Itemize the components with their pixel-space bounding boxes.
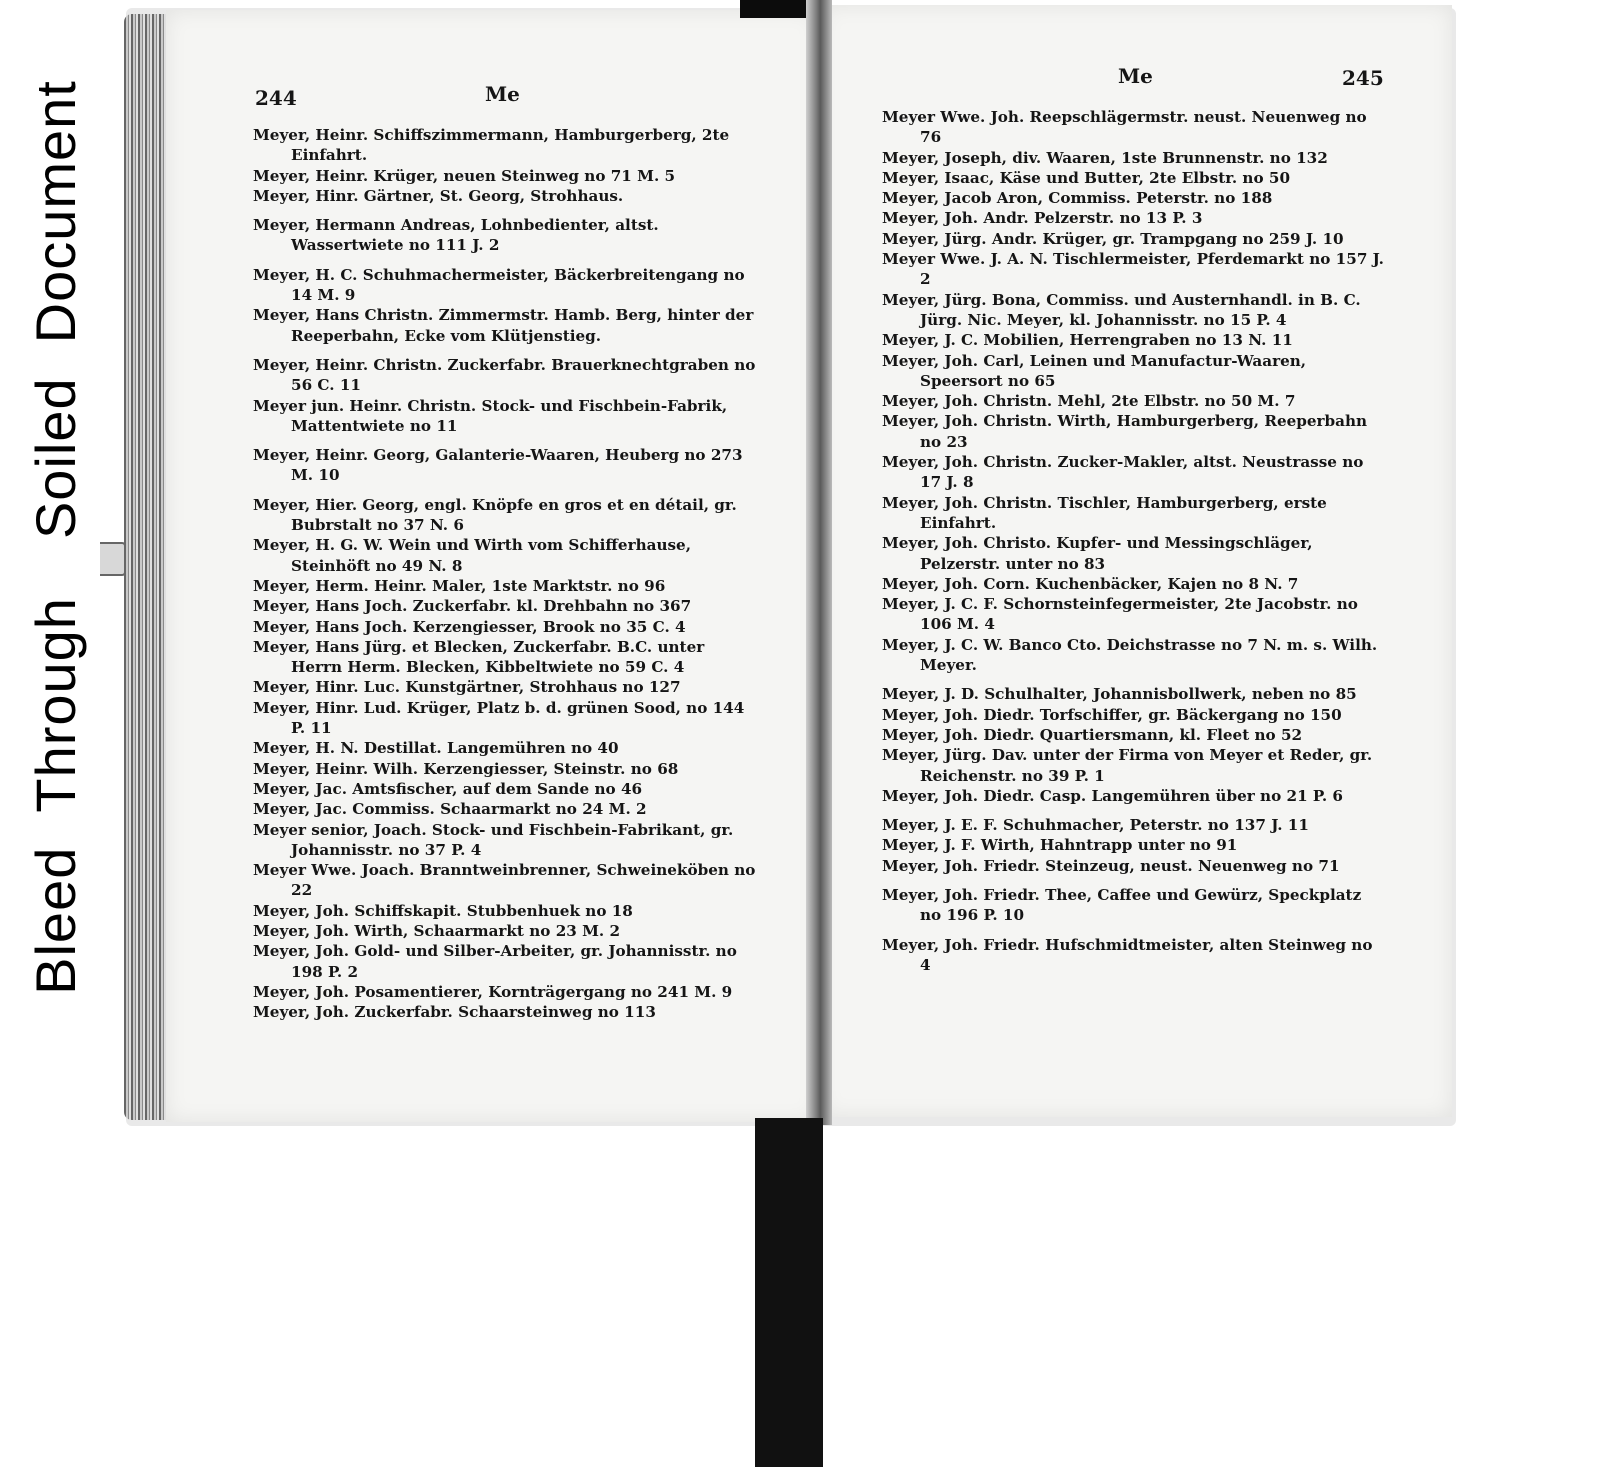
directory-entry: Meyer, Hinr. Lud. Krüger, Platz b. d. grünen Sood, no 144 P. 11 bbox=[253, 698, 745, 738]
directory-entry: Meyer, Joh. Wirth, Schaarmarkt no 23 M. 2 bbox=[253, 921, 621, 940]
directory-entry: Meyer, H. G. W. Wein und Wirth vom Schifferhause, Steinhöft no 49 N. 8 bbox=[253, 536, 691, 575]
left-page-number: 244 bbox=[255, 86, 297, 110]
directory-entry: Meyer, Joh. Christn. Mehl, 2te Elbstr. no 50 M. 7 bbox=[882, 392, 1296, 411]
binding-clip bbox=[100, 542, 126, 576]
directory-entry: Meyer, J. F. Wirth, Hahntrapp unter no 91 bbox=[882, 836, 1238, 855]
ribbon-bookmark-top bbox=[740, 0, 806, 18]
left-running-head: Me bbox=[485, 82, 520, 106]
directory-entry: Meyer, Joh. Diedr. Casp. Langemühren über no 21 P. 6 bbox=[882, 786, 1343, 805]
directory-entry: Meyer, Joh. Christn. Tischler, Hamburgerberg, erste Einfahrt. bbox=[882, 493, 1327, 532]
watermark-word-1: Bleed bbox=[23, 846, 87, 995]
directory-entry: Meyer, Joh. Corn. Kuchenbäcker, Kajen no 8 N. 7 bbox=[882, 574, 1299, 593]
watermark-label bbox=[24, 37, 86, 1037]
directory-entry: Meyer, Hans Christn. Zimmermstr. Hamb. Berg, hinter der Reeperbahn, Ecke vom Klütjenstieg. bbox=[253, 306, 754, 345]
directory-entry: Meyer, Hans Jürg. et Blecken, Zuckerfabr. B.C. unter Herrn Herm. Blecken, Kibbeltwiete no 59 C. 4 bbox=[253, 637, 705, 677]
directory-entry: Meyer, Heinr. Schiffszimmermann, Hamburgerberg, 2te Einfahrt. bbox=[253, 126, 730, 165]
directory-entry: Meyer, Joh. Carl, Leinen und Manufactur-Waaren, Speersort no 65 bbox=[882, 351, 1307, 390]
directory-entry: Meyer, Heinr. Christn. Zuckerfabr. Brauerknechtgraben no 56 C. 11 bbox=[253, 355, 756, 395]
directory-entry: Meyer, Joh. Gold- und Silber-Arbeiter, gr. Johannisstr. no 198 P. 2 bbox=[253, 942, 737, 981]
directory-entry: Meyer, Joh. Andr. Pelzerstr. no 13 P. 3 bbox=[882, 209, 1203, 228]
directory-entry: Meyer senior, Joach. Stock- und Fischbein-Fabrikant, gr. Johannisstr. no 37 P. 4 bbox=[253, 820, 734, 859]
directory-entry: Meyer, Joseph, div. Waaren, 1ste Brunnenstr. no 132 bbox=[882, 148, 1328, 167]
directory-entry: Meyer, Hinr. Luc. Kunstgärtner, Strohhaus no 127 bbox=[253, 678, 681, 697]
directory-entry: Meyer, Joh. Diedr. Quartiersmann, kl. Fleet no 52 bbox=[882, 725, 1303, 744]
directory-entry: Meyer Wwe. Joach. Branntweinbrenner, Schweineköben no 22 bbox=[253, 861, 756, 900]
directory-entry: Meyer, J. E. F. Schuhmacher, Peterstr. no 137 J. 11 bbox=[882, 816, 1309, 835]
directory-entry: Meyer, Joh. Schiffskapit. Stubbenhuek no 18 bbox=[253, 901, 633, 920]
directory-entry: Meyer, J. D. Schulhalter, Johannisbollwerk, neben no 85 bbox=[882, 685, 1357, 704]
directory-entry: Meyer, H. C. Schuhmachermeister, Bäckerbreitengang no 14 M. 9 bbox=[253, 265, 745, 305]
watermark-word-3: Soiled bbox=[23, 376, 87, 539]
right-entry-list bbox=[882, 107, 1387, 975]
directory-entry: Meyer, Heinr. Georg, Galanterie-Waaren, Heuberg no 273 M. 10 bbox=[253, 446, 743, 485]
directory-entry: Meyer, H. N. Destillat. Langemühren no 40 bbox=[253, 739, 619, 758]
directory-entry: Meyer, Joh. Diedr. Torfschiffer, gr. Bäckergang no 150 bbox=[882, 705, 1342, 724]
watermark-word-2: Through bbox=[23, 596, 87, 813]
directory-entry: Meyer jun. Heinr. Christn. Stock- und Fischbein-Fabrik, Mattentwiete no 11 bbox=[253, 396, 728, 435]
directory-entry: Meyer, Hans Joch. Kerzengiesser, Brook no 35 C. 4 bbox=[253, 617, 686, 636]
directory-entry: Meyer, Hans Joch. Zuckerfabr. kl. Drehbahn no 367 bbox=[253, 597, 692, 616]
directory-entry: Meyer, Joh. Christn. Wirth, Hamburgerberg, Reeperbahn no 23 bbox=[882, 412, 1368, 451]
directory-entry: Meyer, Hier. Georg, engl. Knöpfe en gros et en détail, gr. Bubrstalt no 37 N. 6 bbox=[253, 495, 737, 535]
directory-entry: Meyer, J. C. W. Banco Cto. Deichstrasse no 7 N. m. s. Wilh. Meyer. bbox=[882, 635, 1378, 675]
directory-entry: Meyer, Isaac, Käse und Butter, 2te Elbstr. no 50 bbox=[882, 168, 1291, 187]
directory-entry: Meyer, Joh. Christo. Kupfer- und Messingschläger, Pelzerstr. unter no 83 bbox=[882, 534, 1313, 573]
left-entry-list bbox=[253, 125, 758, 1022]
watermark-text bbox=[23, 80, 88, 995]
directory-entry: Meyer, Joh. Posamentierer, Kornträgergang no 241 M. 9 bbox=[253, 982, 733, 1001]
directory-entry: Meyer, J. C. Mobilien, Herrengraben no 13 N. 11 bbox=[882, 331, 1293, 350]
book-spine bbox=[806, 0, 832, 1125]
directory-entry: Meyer, Joh. Friedr. Hufschmidtmeister, alten Steinweg no 4 bbox=[882, 935, 1373, 974]
directory-entry: Meyer, Joh. Friedr. Thee, Caffee und Gewürz, Speckplatz no 196 P. 10 bbox=[882, 885, 1362, 925]
directory-entry: Meyer, Joh. Zuckerfabr. Schaarsteinweg no 113 bbox=[253, 1003, 656, 1022]
right-page-number: 245 bbox=[1342, 66, 1384, 90]
right-running-head: Me bbox=[1118, 64, 1153, 88]
directory-entry: Meyer, Heinr. Wilh. Kerzengiesser, Steinstr. no 68 bbox=[253, 759, 679, 778]
page-block-edge bbox=[124, 14, 172, 1120]
directory-entry: Meyer, Joh. Friedr. Steinzeug, neust. Neuenweg no 71 bbox=[882, 856, 1340, 875]
directory-entry: Meyer, Jürg. Bona, Commiss. und Austernhandl. in B. C. Jürg. Nic. Meyer, kl. Johannisstr. no 15 P. 4 bbox=[882, 290, 1361, 329]
directory-entry: Meyer, Jacob Aron, Commiss. Peterstr. no 188 bbox=[882, 189, 1273, 208]
directory-entry: Meyer, Heinr. Krüger, neuen Steinweg no 71 M. 5 bbox=[253, 166, 676, 185]
directory-entry: Meyer, Jac. Commiss. Schaarmarkt no 24 M. 2 bbox=[253, 800, 647, 819]
directory-entry: Meyer, J. C. F. Schornsteinfegermeister, 2te Jacobstr. no 106 M. 4 bbox=[882, 595, 1358, 634]
directory-entry: Meyer, Hinr. Gärtner, St. Georg, Strohhaus. bbox=[253, 186, 624, 205]
directory-entry: Meyer, Hermann Andreas, Lohnbedienter, altst. Wassertwiete no 111 J. 2 bbox=[253, 216, 659, 255]
watermark-word-4: Document bbox=[23, 79, 87, 343]
directory-entry: Meyer, Jürg. Andr. Krüger, gr. Trampgang no 259 J. 10 bbox=[882, 229, 1344, 248]
directory-entry: Meyer Wwe. Joh. Reepschlägermstr. neust. Neuenweg no 76 bbox=[882, 108, 1367, 147]
directory-entry: Meyer Wwe. J. A. N. Tischlermeister, Pferdemarkt no 157 J. 2 bbox=[882, 250, 1384, 289]
directory-entry: Meyer, Jac. Amtsfischer, auf dem Sande no 46 bbox=[253, 779, 643, 798]
directory-entry: Meyer, Herm. Heinr. Maler, 1ste Marktstr. no 96 bbox=[253, 576, 666, 595]
ribbon-bookmark bbox=[755, 1118, 823, 1467]
directory-entry: Meyer, Joh. Christn. Zucker-Makler, altst. Neustrasse no 17 J. 8 bbox=[882, 453, 1364, 492]
directory-entry: Meyer, Jürg. Dav. unter der Firma von Meyer et Reder, gr. Reichenstr. no 39 P. 1 bbox=[882, 746, 1373, 785]
